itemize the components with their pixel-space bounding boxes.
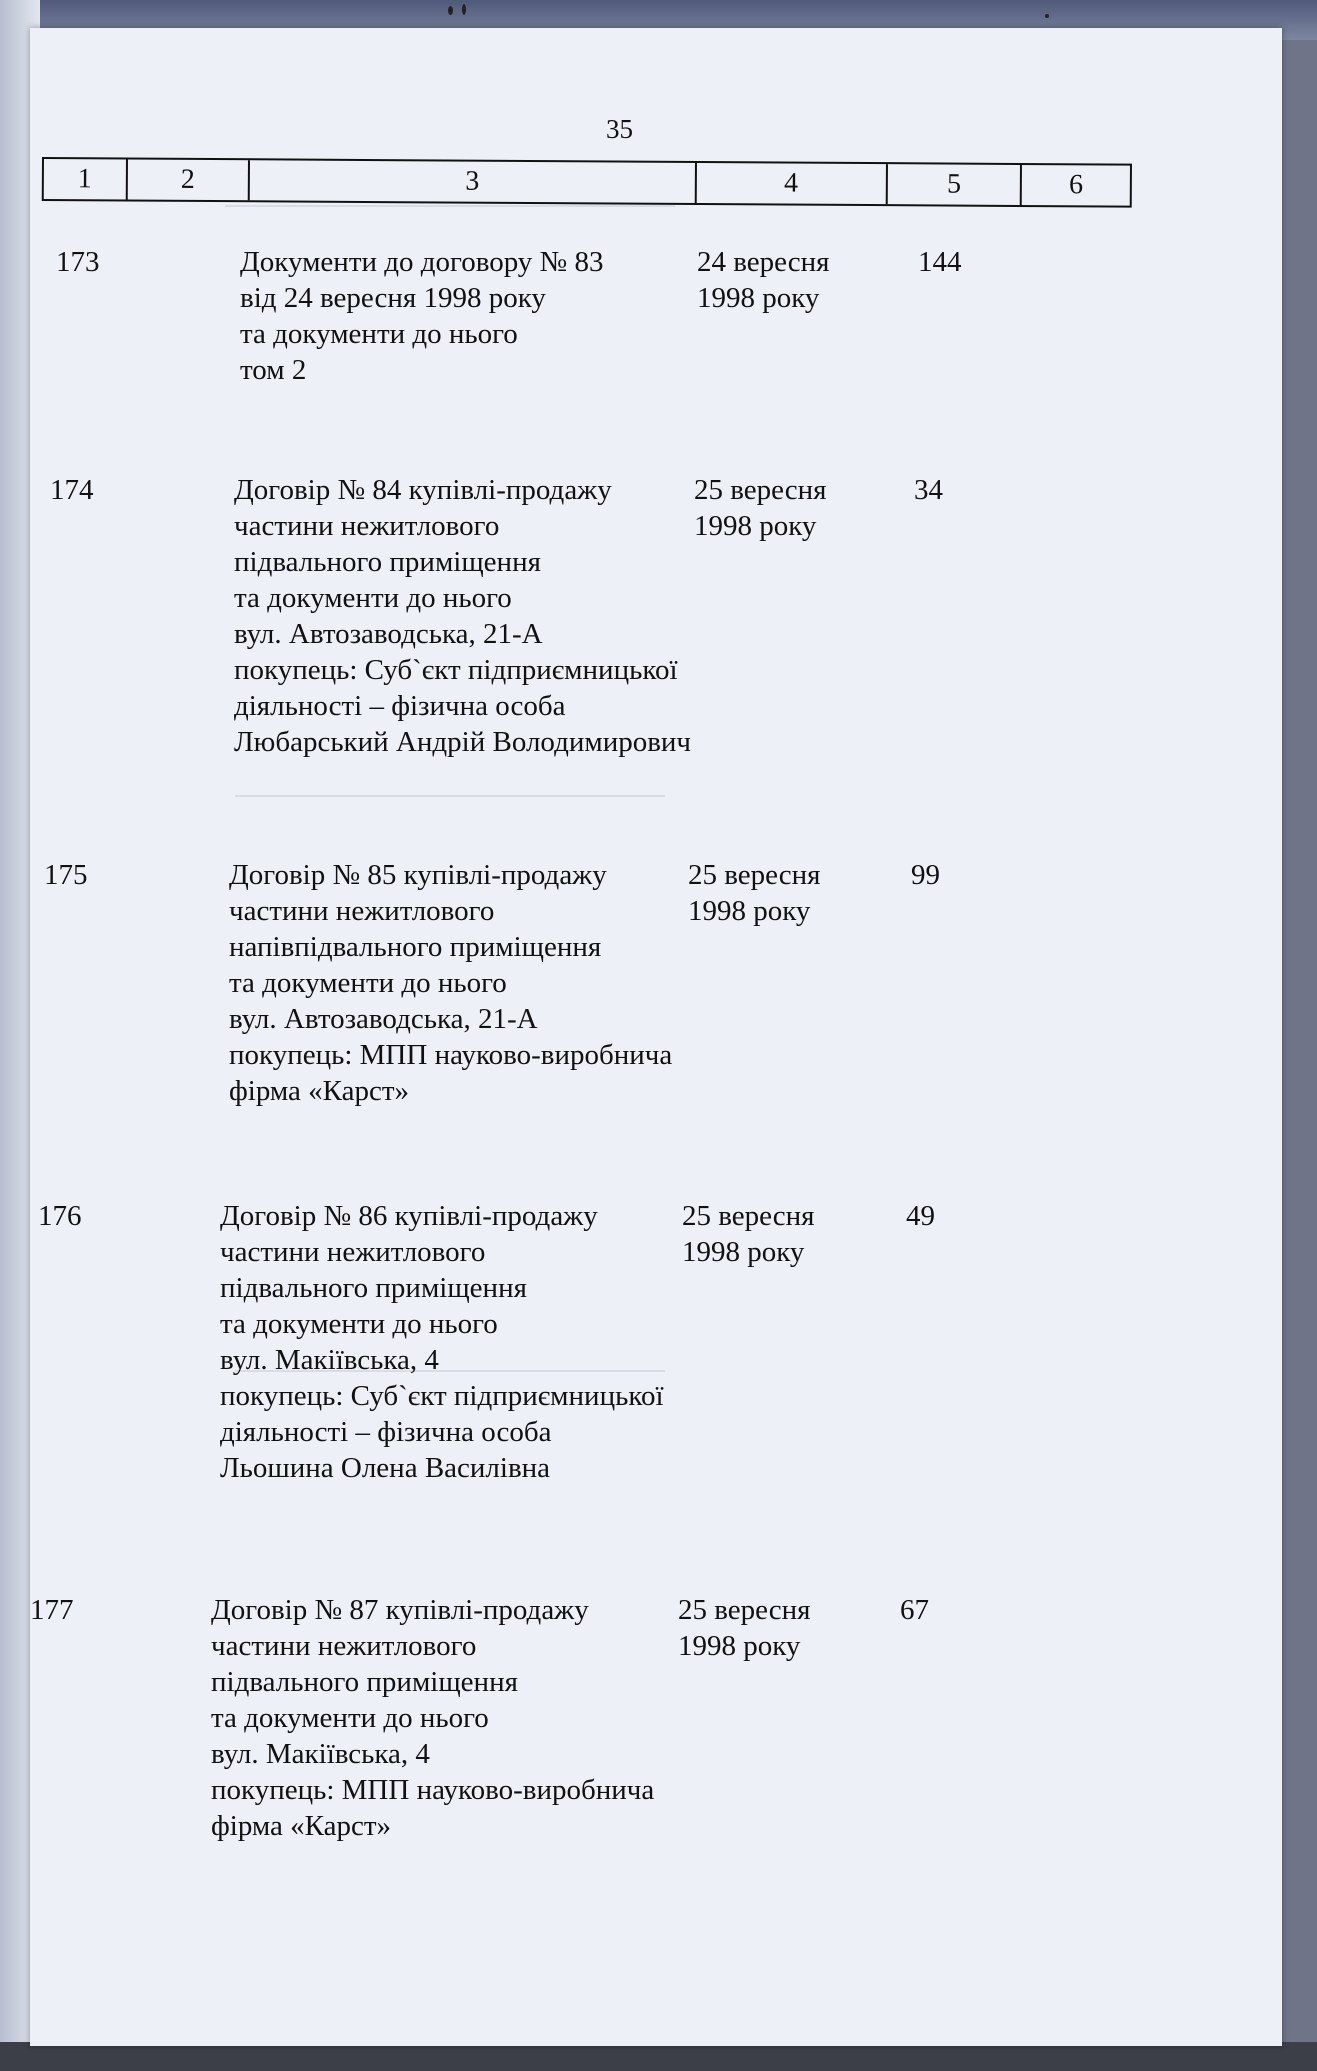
document-date bbox=[682, 1198, 814, 1270]
sheet-count: 99 bbox=[911, 859, 940, 891]
title-line: діяльності – фізична особа bbox=[220, 1416, 552, 1448]
bleed-through-mark bbox=[235, 795, 665, 797]
row-number: 175 bbox=[44, 859, 88, 891]
title-line: Документи до договору № 83 bbox=[240, 246, 604, 278]
title-line: частини нежитлового bbox=[229, 895, 495, 927]
title-line: напівпідвального приміщення bbox=[229, 931, 602, 963]
document-date bbox=[697, 244, 829, 316]
header-cell-2: 2 bbox=[127, 160, 250, 201]
sheet-count: 144 bbox=[918, 246, 962, 278]
title-line: частини нежитлового bbox=[211, 1630, 477, 1662]
document-title bbox=[229, 857, 672, 1109]
header-cell-4: 4 bbox=[696, 163, 888, 204]
ink-speck bbox=[462, 4, 466, 15]
date-line: 1998 року bbox=[694, 510, 817, 542]
title-line: фірма «Карст» bbox=[229, 1075, 410, 1107]
date-line: 25 вересня bbox=[682, 1200, 815, 1232]
date-line: 1998 року bbox=[682, 1236, 805, 1268]
page-number: 35 bbox=[606, 114, 633, 144]
scan-background-bottom bbox=[0, 2042, 1317, 2071]
title-line: вул. Автозаводська, 21-А bbox=[229, 1003, 538, 1035]
sheet-count: 67 bbox=[900, 1594, 929, 1626]
title-line: Любарський Андрій Володимирович bbox=[234, 726, 692, 758]
date-line: 25 вересня bbox=[694, 474, 827, 506]
date-line: 1998 року bbox=[678, 1630, 801, 1662]
title-line: підвального приміщення bbox=[234, 546, 541, 578]
ink-speck bbox=[1045, 14, 1049, 18]
title-line: підвального приміщення bbox=[211, 1666, 518, 1698]
header-cell-5: 5 bbox=[888, 164, 1023, 205]
title-line: вул. Макіївська, 4 bbox=[211, 1738, 430, 1770]
date-line: 1998 року bbox=[688, 895, 811, 927]
date-line: 1998 року bbox=[697, 282, 820, 314]
header-cell-6: 6 bbox=[1068, 169, 1084, 201]
title-line: та документи до нього bbox=[229, 967, 507, 999]
table-header bbox=[42, 157, 1132, 208]
row-number: 173 bbox=[56, 246, 100, 278]
document-title bbox=[240, 244, 603, 388]
title-line: покупець: МПП науково-виробнича bbox=[211, 1774, 655, 1806]
title-line: Льошина Олена Василівна bbox=[220, 1452, 551, 1484]
header-cell-3: 3 bbox=[250, 160, 697, 203]
document-date bbox=[694, 472, 826, 544]
sheet-count: 49 bbox=[906, 1200, 935, 1232]
row-number: 177 bbox=[30, 1594, 74, 1626]
date-line: 25 вересня bbox=[678, 1594, 811, 1626]
document-date bbox=[688, 857, 820, 929]
title-line: фірма «Карст» bbox=[211, 1810, 392, 1842]
title-line: та документи до нього bbox=[240, 318, 518, 350]
row-number: 174 bbox=[50, 474, 94, 506]
title-line: вул. Автозаводська, 21-А bbox=[234, 618, 543, 650]
sheet-count: 34 bbox=[914, 474, 943, 506]
bleed-through-mark bbox=[225, 205, 675, 207]
title-line: Договір № 87 купівлі-продажу bbox=[211, 1594, 589, 1626]
title-line: Договір № 86 купівлі-продажу bbox=[220, 1200, 598, 1232]
title-line: та документи до нього bbox=[211, 1702, 489, 1734]
title-line: покупець: Суб`єкт підприємницької bbox=[220, 1380, 664, 1412]
title-line: частини нежитлового bbox=[234, 510, 500, 542]
header-cell-1: 1 bbox=[44, 159, 128, 200]
document-title bbox=[211, 1592, 654, 1844]
title-line: та документи до нього bbox=[234, 582, 512, 614]
title-line: Договір № 84 купівлі-продажу bbox=[234, 474, 612, 506]
title-line: покупець: Суб`єкт підприємницької bbox=[234, 654, 678, 686]
date-line: 24 вересня bbox=[697, 246, 830, 278]
ink-speck bbox=[448, 6, 453, 15]
document-date bbox=[678, 1592, 810, 1664]
title-line: частини нежитлового bbox=[220, 1236, 486, 1268]
title-line: підвального приміщення bbox=[220, 1272, 527, 1304]
date-line: 25 вересня bbox=[688, 859, 821, 891]
title-line: діяльності – фізична особа bbox=[234, 690, 566, 722]
row-number: 176 bbox=[38, 1200, 82, 1232]
title-line: том 2 bbox=[240, 354, 307, 386]
document-title bbox=[220, 1198, 664, 1486]
title-line: вул. Макіївська, 4 bbox=[220, 1344, 439, 1376]
title-line: від 24 вересня 1998 року bbox=[240, 282, 546, 314]
title-line: Договір № 85 купівлі-продажу bbox=[229, 859, 607, 891]
title-line: та документи до нього bbox=[220, 1308, 498, 1340]
document-title bbox=[234, 472, 691, 760]
title-line: покупець: МПП науково-виробнича bbox=[229, 1039, 673, 1071]
